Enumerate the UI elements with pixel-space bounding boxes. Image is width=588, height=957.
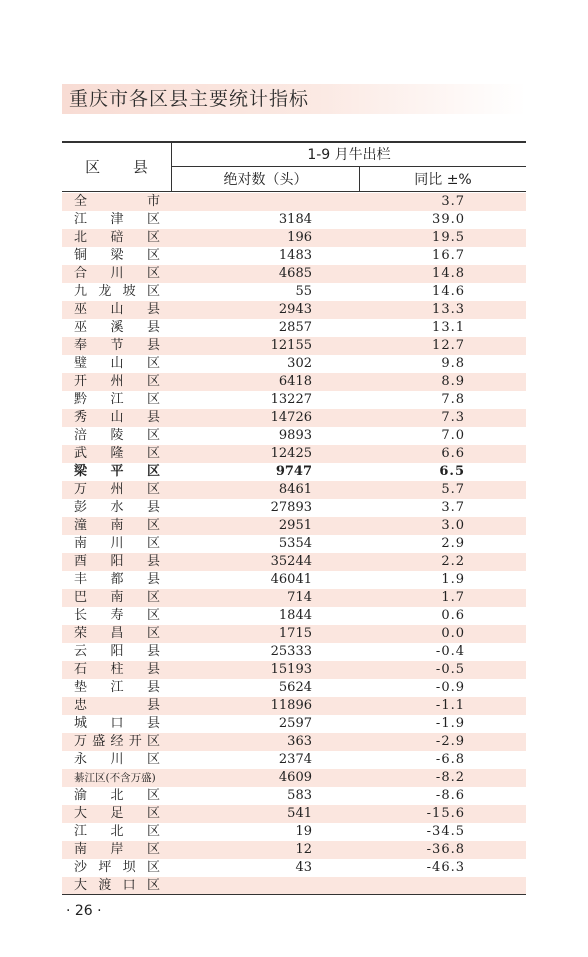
- absolute-value: 5354: [278, 536, 312, 551]
- absolute-value: 1844: [278, 608, 312, 623]
- table-row: [62, 373, 526, 391]
- yoy-value: 14.8: [432, 266, 465, 281]
- district-name: 北 碚 区: [74, 230, 160, 245]
- table-row: [62, 355, 526, 373]
- table-bottom-rule: [62, 894, 526, 895]
- table-row: [62, 733, 526, 751]
- table-row: [62, 823, 526, 841]
- absolute-value: 2951: [278, 518, 312, 533]
- table-row: [62, 409, 526, 427]
- table-row: [62, 787, 526, 805]
- table-row: [62, 859, 526, 877]
- absolute-value: 55: [295, 284, 312, 299]
- yoy-value: 7.8: [441, 392, 465, 407]
- absolute-value: 1715: [278, 626, 312, 641]
- absolute-value: 1483: [278, 248, 312, 263]
- district-name: 垫 江 县: [74, 680, 160, 695]
- absolute-value: 43: [295, 860, 312, 875]
- absolute-value: 9747: [275, 464, 312, 479]
- table-row: [62, 625, 526, 643]
- absolute-value: 27893: [270, 500, 312, 515]
- district-name: 酉 阳 县: [74, 554, 160, 569]
- table-row: [62, 715, 526, 733]
- yoy-value: -0.9: [435, 680, 465, 695]
- district-name: 江 北 区: [74, 824, 160, 839]
- table-row: [62, 211, 526, 229]
- yoy-value: -34.5: [426, 824, 465, 839]
- absolute-value: 14726: [270, 410, 312, 425]
- absolute-value: 11896: [270, 698, 312, 713]
- yoy-value: -1.1: [435, 698, 465, 713]
- yoy-value: -15.6: [426, 806, 465, 821]
- yoy-value: 14.6: [432, 284, 465, 299]
- table-row: [62, 391, 526, 409]
- absolute-value: 4609: [278, 770, 312, 785]
- district-name: 忠 县: [74, 698, 160, 713]
- table-row: [62, 535, 526, 553]
- yoy-value: -0.4: [435, 644, 465, 659]
- district-name: 奉 节 县: [74, 338, 160, 353]
- header-cattle-output: 1-9 月牛出栏: [307, 146, 391, 163]
- table-row: [62, 805, 526, 823]
- yoy-value: 13.3: [432, 302, 465, 317]
- table-row: [62, 769, 526, 787]
- district-name: 荣 昌 区: [74, 626, 160, 641]
- table-row: [62, 463, 526, 481]
- district-name: 江 津 区: [74, 212, 160, 227]
- district-name: 秀 山 县: [74, 410, 160, 425]
- table-body: [62, 193, 526, 895]
- district-name: 武 隆 区: [74, 446, 160, 461]
- yoy-value: 7.3: [441, 410, 465, 425]
- yoy-value: -36.8: [426, 842, 465, 857]
- table-row: [62, 247, 526, 265]
- yoy-value: 39.0: [432, 212, 465, 227]
- district-name: 铜 梁 区: [74, 248, 160, 263]
- table-row: [62, 607, 526, 625]
- absolute-value: 4685: [278, 266, 312, 281]
- yoy-value: 5.7: [441, 482, 465, 497]
- table-row: [62, 283, 526, 301]
- yoy-value: 19.5: [432, 230, 465, 245]
- absolute-value: 25333: [270, 644, 312, 659]
- district-name: 万 盛 经 开 区: [74, 734, 160, 749]
- district-name: 合 川 区: [74, 266, 160, 281]
- district-name: 开 州 区: [74, 374, 160, 389]
- table-row: [62, 877, 526, 895]
- district-name: 万 州 区: [74, 482, 160, 497]
- absolute-value: 12155: [270, 338, 312, 353]
- district-name: 大 渡 口 区: [74, 878, 160, 893]
- district-name: 城 口 县: [74, 716, 160, 731]
- absolute-value: 2374: [278, 752, 312, 767]
- yoy-value: 6.5: [439, 464, 465, 479]
- table-row: [62, 751, 526, 769]
- district-name: 彭 水 县: [74, 500, 160, 515]
- absolute-value: 19: [295, 824, 312, 839]
- district-name: 璧 山 区: [74, 356, 160, 371]
- yoy-value: 0.0: [441, 626, 465, 641]
- header-bottom-rule: [62, 191, 526, 192]
- district-name: 巴 南 区: [74, 590, 160, 605]
- yoy-value: 9.8: [441, 356, 465, 371]
- yoy-value: 8.9: [441, 374, 465, 389]
- absolute-value: 46041: [270, 572, 312, 587]
- absolute-value: 8461: [278, 482, 312, 497]
- table-row: [62, 427, 526, 445]
- absolute-value: 2943: [278, 302, 312, 317]
- district-name: 綦江区(不含万盛): [74, 772, 156, 784]
- absolute-value: 12: [295, 842, 312, 857]
- yoy-value: 1.9: [441, 572, 465, 587]
- page-title: 重庆市各区县主要统计指标: [69, 88, 310, 110]
- absolute-value: 6418: [278, 374, 312, 389]
- district-name: 云 阳 县: [74, 644, 160, 659]
- table-row: [62, 265, 526, 283]
- table-row: [62, 337, 526, 355]
- absolute-value: 9893: [278, 428, 312, 443]
- yoy-value: 2.2: [441, 554, 465, 569]
- table-row: [62, 229, 526, 247]
- table-row: [62, 193, 526, 211]
- absolute-value: 2857: [278, 320, 312, 335]
- absolute-value: 541: [287, 806, 312, 821]
- yoy-value: -2.9: [435, 734, 465, 749]
- header-absolute: 绝对数（头）: [223, 172, 308, 188]
- district-name: 梁 平 区: [74, 464, 160, 479]
- absolute-value: 13227: [270, 392, 312, 407]
- table-row: [62, 481, 526, 499]
- yoy-value: -6.8: [435, 752, 465, 767]
- absolute-value: 583: [287, 788, 312, 803]
- district-name: 九 龙 坡 区: [74, 284, 160, 299]
- absolute-value: 35244: [270, 554, 312, 569]
- yoy-value: -46.3: [426, 860, 465, 875]
- district-name: 永 川 区: [74, 752, 160, 767]
- absolute-value: 5624: [278, 680, 312, 695]
- table-row: [62, 841, 526, 859]
- absolute-value: 363: [287, 734, 312, 749]
- page-number: · 26 ·: [66, 903, 102, 919]
- yoy-value: -8.6: [435, 788, 465, 803]
- yoy-value: 0.6: [441, 608, 465, 623]
- table-row: [62, 661, 526, 679]
- district-name: 沙 坪 坝 区: [74, 860, 160, 875]
- yoy-value: -8.2: [435, 770, 465, 785]
- table-row: [62, 517, 526, 535]
- table-row: [62, 553, 526, 571]
- district-name: 南 川 区: [74, 536, 160, 551]
- yoy-value: -1.9: [435, 716, 465, 731]
- yoy-value: 2.9: [441, 536, 465, 551]
- district-name: 长 寿 区: [74, 608, 160, 623]
- absolute-value: 302: [287, 356, 312, 371]
- district-name: 丰 都 县: [74, 572, 160, 587]
- yoy-value: 6.6: [441, 446, 465, 461]
- district-name: 全 市: [74, 194, 160, 209]
- table-row: [62, 589, 526, 607]
- yoy-value: 7.0: [441, 428, 465, 443]
- yoy-value: 3.0: [441, 518, 465, 533]
- district-name: 南 岸 区: [74, 842, 160, 857]
- header-yoy: 同比 ±%: [414, 172, 472, 188]
- table-row: [62, 445, 526, 463]
- yoy-value: 16.7: [432, 248, 465, 263]
- yoy-value: 3.7: [441, 500, 465, 515]
- absolute-value: 196: [287, 230, 312, 245]
- district-name: 巫 山 县: [74, 302, 160, 317]
- table-row: [62, 643, 526, 661]
- district-name: 黔 江 区: [74, 392, 160, 407]
- table-row: [62, 499, 526, 517]
- absolute-value: 15193: [270, 662, 312, 677]
- yoy-value: 3.7: [441, 194, 465, 209]
- table-row: [62, 697, 526, 715]
- absolute-value: 2597: [278, 716, 312, 731]
- header-district: 区 县: [85, 157, 162, 176]
- table-row: [62, 319, 526, 337]
- table-row: [62, 571, 526, 589]
- yoy-value: 1.7: [441, 590, 465, 605]
- table-row: [62, 679, 526, 697]
- absolute-value: 3184: [278, 212, 312, 227]
- yoy-value: 12.7: [432, 338, 465, 353]
- yoy-value: -0.5: [435, 662, 465, 677]
- district-name: 大 足 区: [74, 806, 160, 821]
- district-name: 渝 北 区: [74, 788, 160, 803]
- district-name: 涪 陵 区: [74, 428, 160, 443]
- district-name: 巫 溪 县: [74, 320, 160, 335]
- table-row: [62, 301, 526, 319]
- absolute-value: 714: [287, 590, 312, 605]
- district-name: 石 柱 县: [74, 662, 160, 677]
- district-name: 潼 南 区: [74, 518, 160, 533]
- absolute-value: 12425: [270, 446, 312, 461]
- yoy-value: 13.1: [432, 320, 465, 335]
